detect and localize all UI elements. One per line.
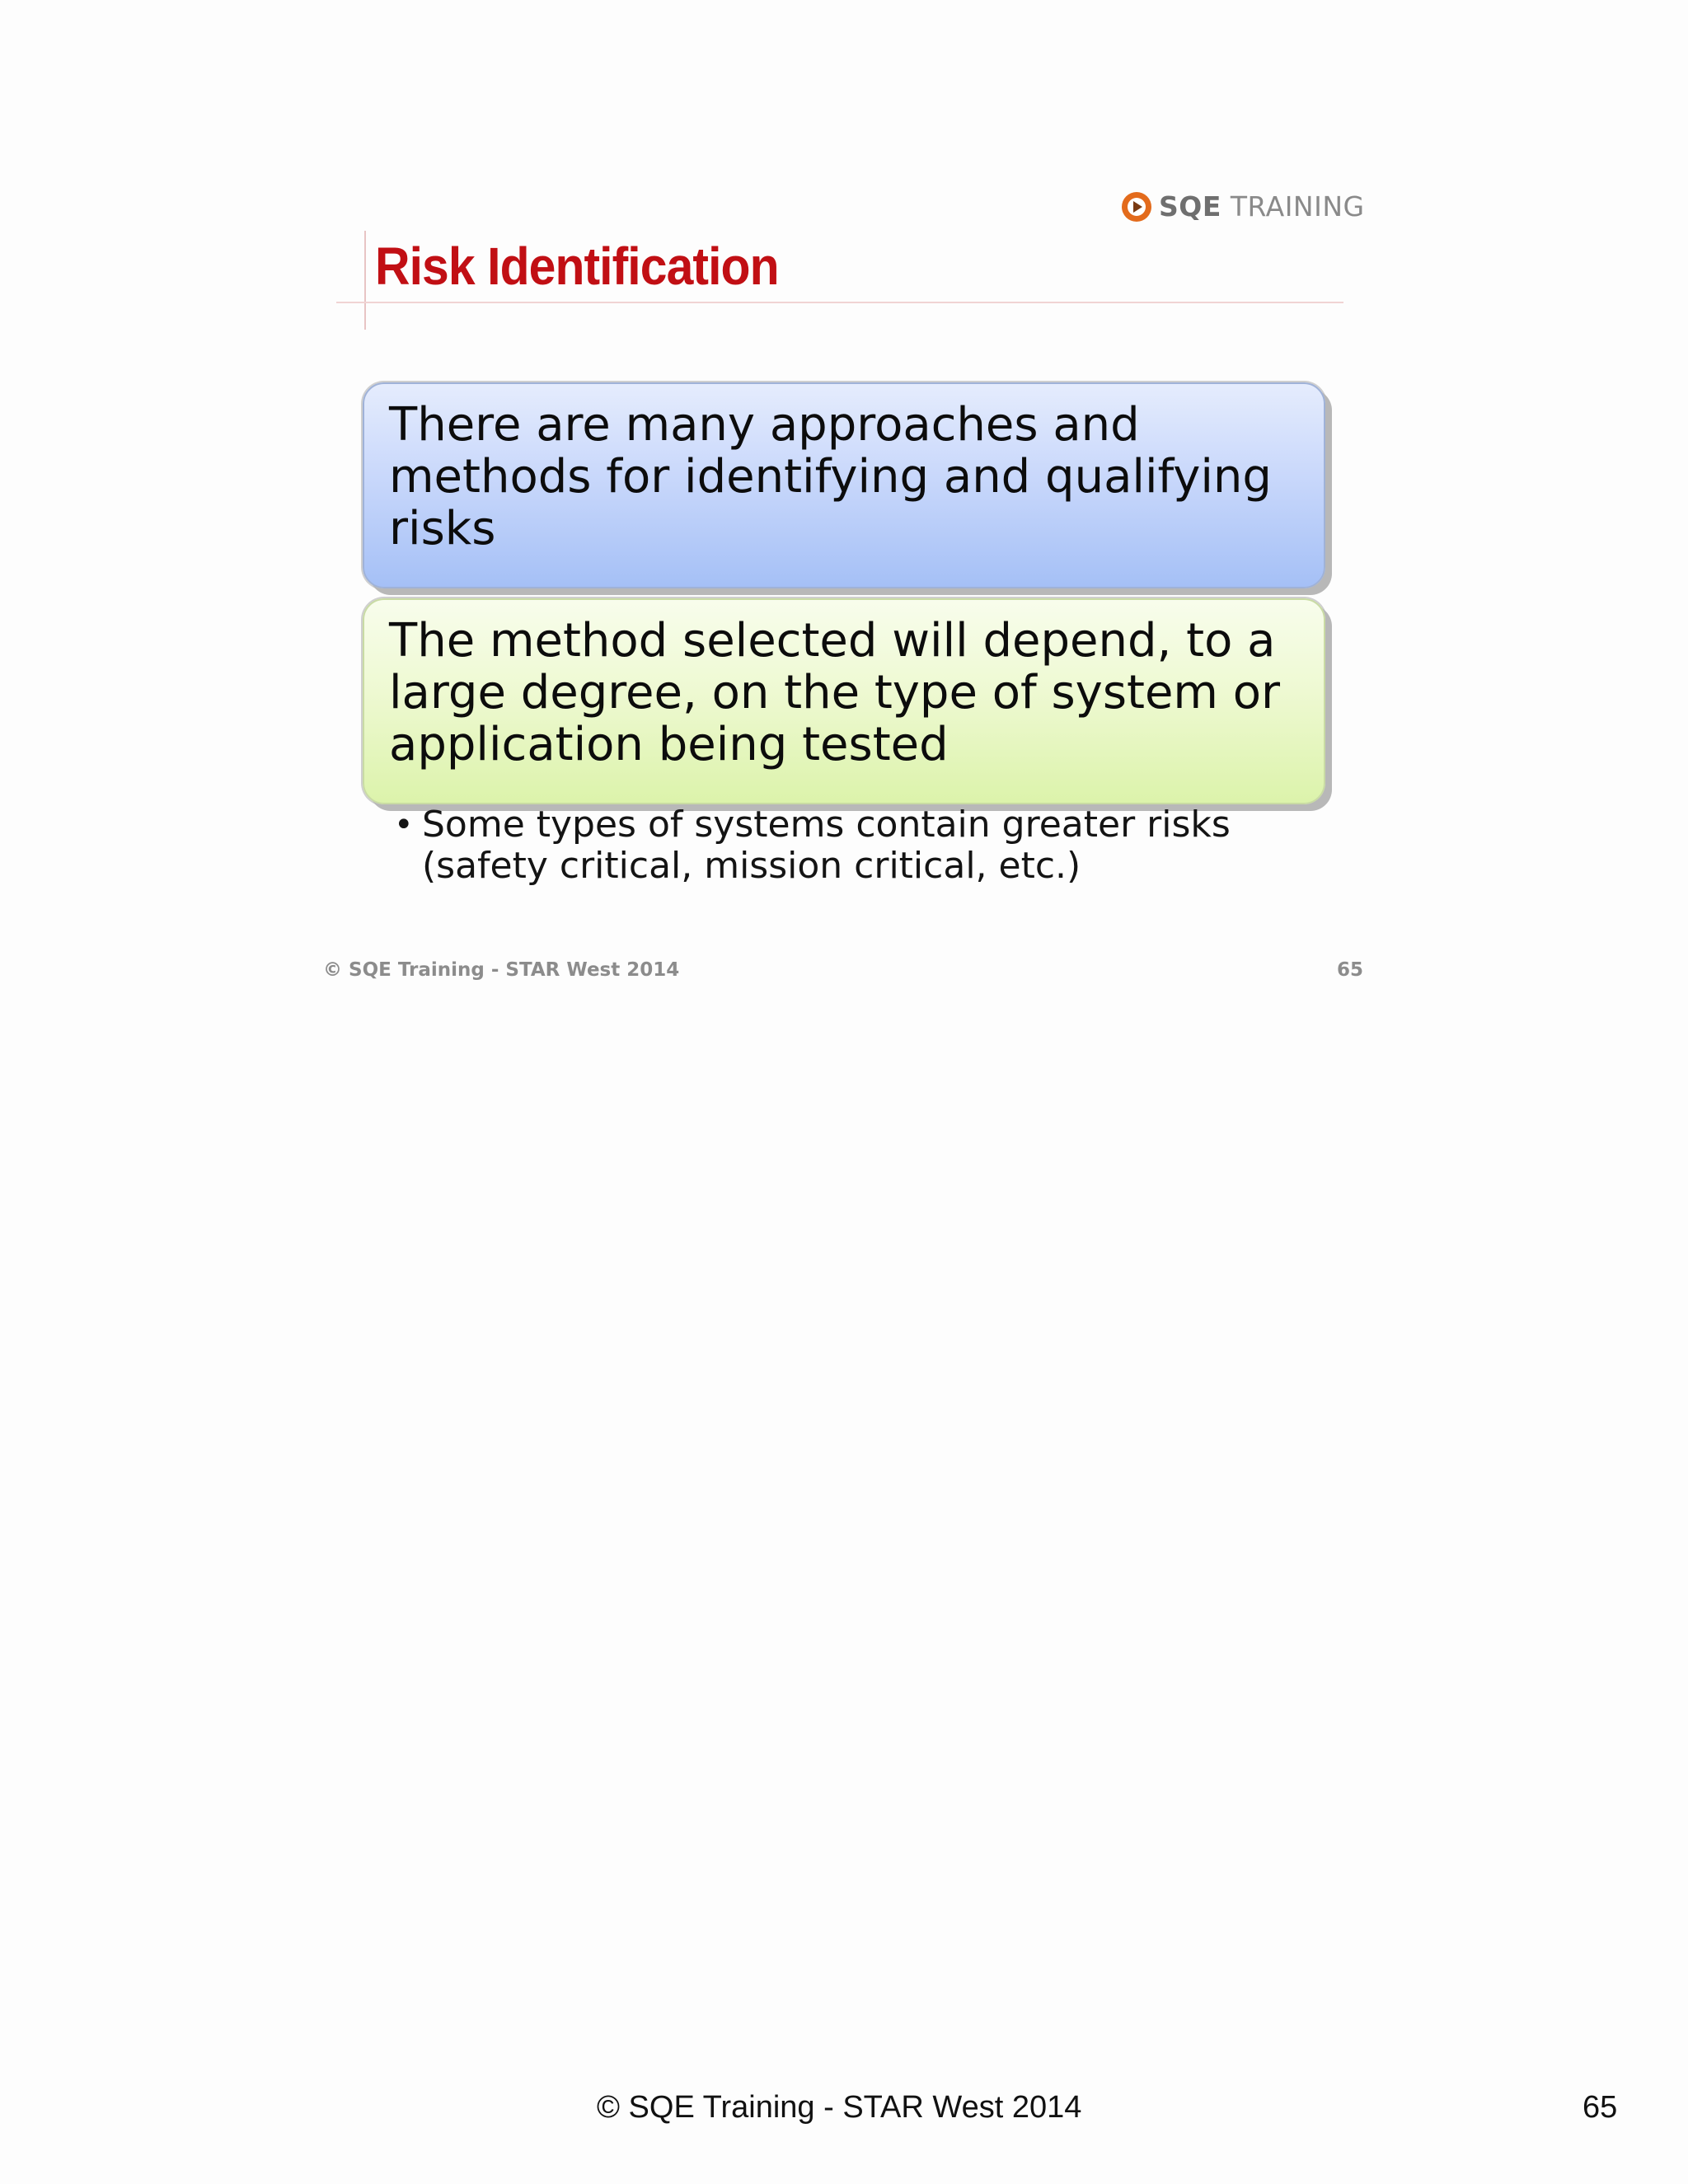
bullet-item — [394, 804, 1325, 887]
approaches-box-text: There are many approaches and methods for identifying and qualifying risks — [389, 398, 1272, 555]
bullet-text: Some types of systems contain greater risks (safety critical, mission critical, etc.) — [422, 804, 1231, 887]
logo-brand: SQE — [1159, 190, 1221, 223]
logo-text — [1159, 188, 1365, 226]
approaches-box — [363, 382, 1325, 588]
play-circle-icon — [1121, 191, 1152, 223]
title-vertical-rule — [364, 231, 366, 330]
page-number: 65 — [1582, 2090, 1618, 2125]
title-horizontal-rule — [336, 302, 1343, 303]
slide-footer-number: 65 — [1337, 959, 1364, 981]
bullet-dot-icon: • — [394, 806, 414, 844]
slide — [0, 0, 1688, 1005]
method-box-text: The method selected will depend, to a large degree, on the type of system or application being tested — [389, 614, 1281, 771]
sqe-training-logo — [1121, 188, 1365, 226]
logo-word: TRAINING — [1221, 190, 1365, 223]
slide-title: Risk Identification — [375, 237, 779, 296]
method-box — [363, 598, 1325, 804]
slide-footer-copyright: © SQE Training - STAR West 2014 — [323, 959, 680, 981]
page-footer-copyright: © SQE Training - STAR West 2014 — [597, 2090, 1082, 2125]
